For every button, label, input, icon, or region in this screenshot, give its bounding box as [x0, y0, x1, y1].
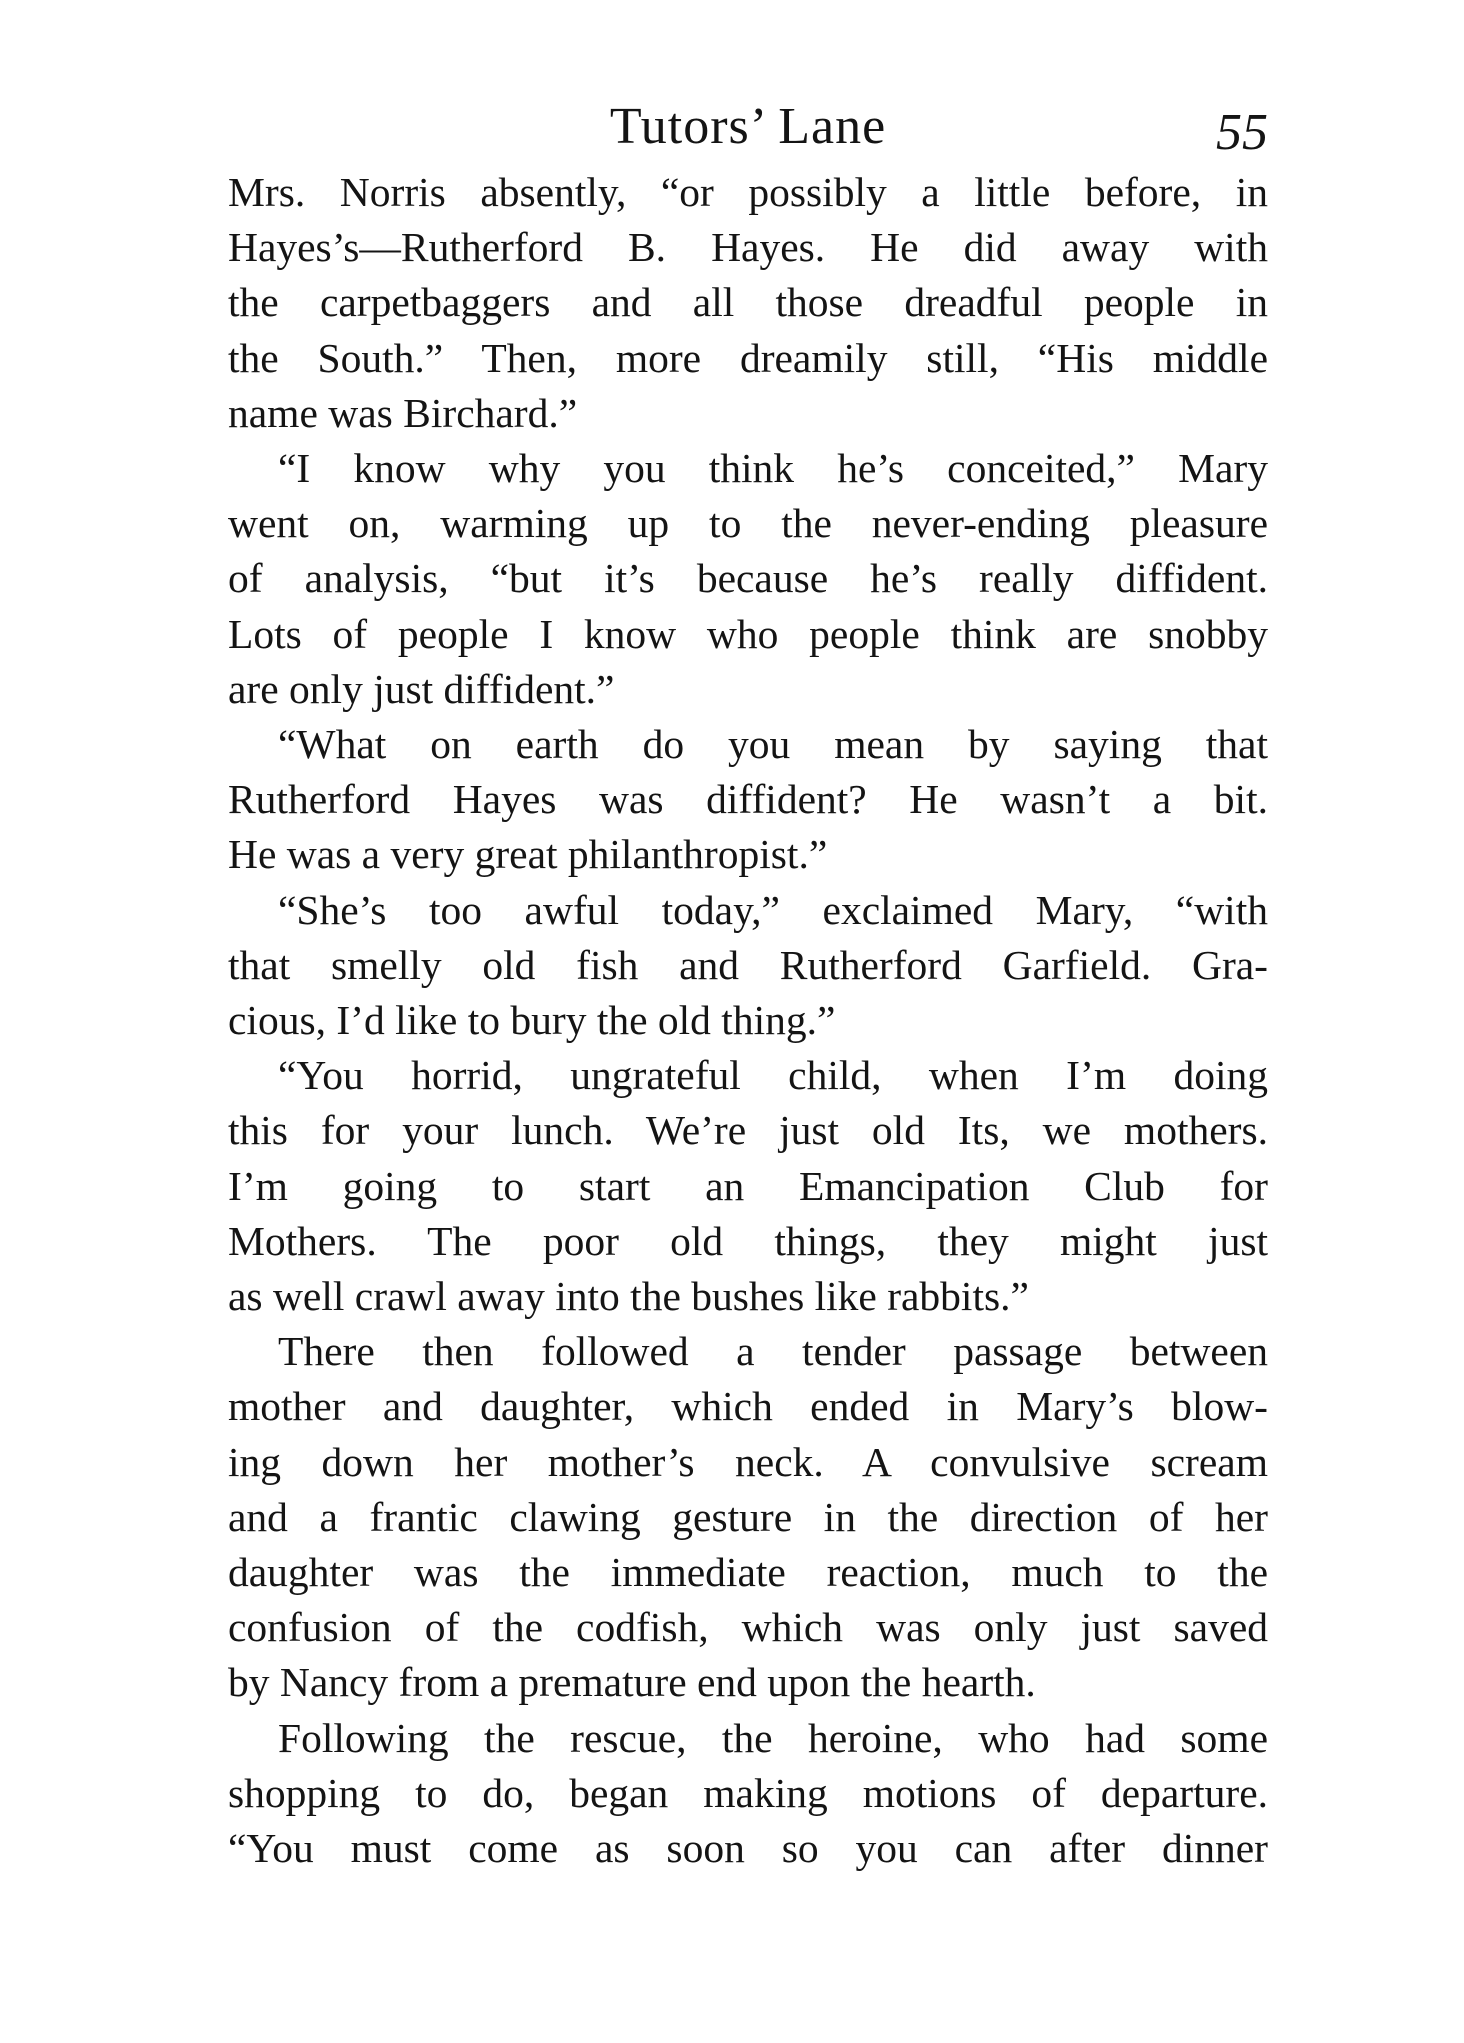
text-line: Mothers. The poor old things, they might just — [228, 1217, 1268, 1264]
text-line: mother and daughter, which ended in Mary’s blow- — [228, 1383, 1268, 1430]
text-line: cious, I’d like to bury the old thing.” — [228, 997, 836, 1044]
text-line: Lots of people I know who people think are snobby — [228, 610, 1268, 657]
text-line: and a frantic clawing gesture in the direction of her — [228, 1493, 1268, 1540]
text-line: shopping to do, began making motions of departure. — [228, 1769, 1268, 1816]
paragraph — [228, 1324, 1268, 1710]
text-line: Hayes’s—Rutherford B. Hayes. He did away with — [228, 224, 1268, 271]
text-line: Rutherford Hayes was diffident? He wasn’t a bit. — [228, 776, 1268, 823]
paragraph — [228, 165, 1268, 441]
text-line: ing down her mother’s neck. A convulsive scream — [228, 1438, 1268, 1485]
page-header — [228, 92, 1268, 162]
body-text — [228, 165, 1268, 1876]
text-line: by Nancy from a premature end upon the hearth. — [228, 1659, 1036, 1706]
text-line: went on, warming up to the never-ending pleasure — [228, 500, 1268, 547]
text-line: this for your lunch. We’re just old Its, we mothers. — [228, 1107, 1268, 1154]
paragraph — [228, 717, 1268, 883]
paragraph — [228, 441, 1268, 717]
paragraph — [228, 883, 1268, 1049]
text-line: “I know why you think he’s conceited,” Mary — [278, 445, 1268, 492]
text-line: name was Birchard.” — [228, 389, 578, 436]
text-line: the carpetbaggers and all those dreadful people in — [228, 279, 1268, 326]
text-line: as well crawl away into the bushes like rabbits.” — [228, 1273, 1029, 1320]
text-line: “You horrid, ungrateful child, when I’m doing — [278, 1052, 1268, 1099]
text-line: “What on earth do you mean by saying that — [278, 721, 1268, 768]
text-line: confusion of the codfish, which was only just saved — [228, 1604, 1268, 1651]
text-line: There then followed a tender passage between — [278, 1328, 1268, 1375]
paragraph — [228, 1048, 1268, 1324]
text-line: Mrs. Norris absently, “or possibly a little before, in — [228, 169, 1268, 215]
text-line: Following the rescue, the heroine, who had some — [278, 1714, 1268, 1761]
page-number: 55 — [1216, 104, 1268, 161]
paragraph — [228, 1711, 1268, 1877]
text-line: “She’s too awful today,” exclaimed Mary, “with — [278, 886, 1268, 933]
text-line: that smelly old fish and Rutherford Garfield. Gra- — [228, 941, 1268, 988]
text-line: the South.” Then, more dreamily still, “His middle — [228, 334, 1268, 381]
text-line: daughter was the immediate reaction, much to the — [228, 1549, 1268, 1596]
text-line: “You must come as soon so you can after dinner — [228, 1825, 1268, 1872]
running-title: Tutors’ Lane — [609, 98, 887, 155]
text-line: are only just diffident.” — [228, 665, 615, 712]
text-line: He was a very great philanthropist.” — [228, 831, 828, 878]
text-line: I’m going to start an Emancipation Club for — [228, 1162, 1268, 1209]
text-line: of analysis, “but it’s because he’s really diffident. — [228, 555, 1268, 602]
